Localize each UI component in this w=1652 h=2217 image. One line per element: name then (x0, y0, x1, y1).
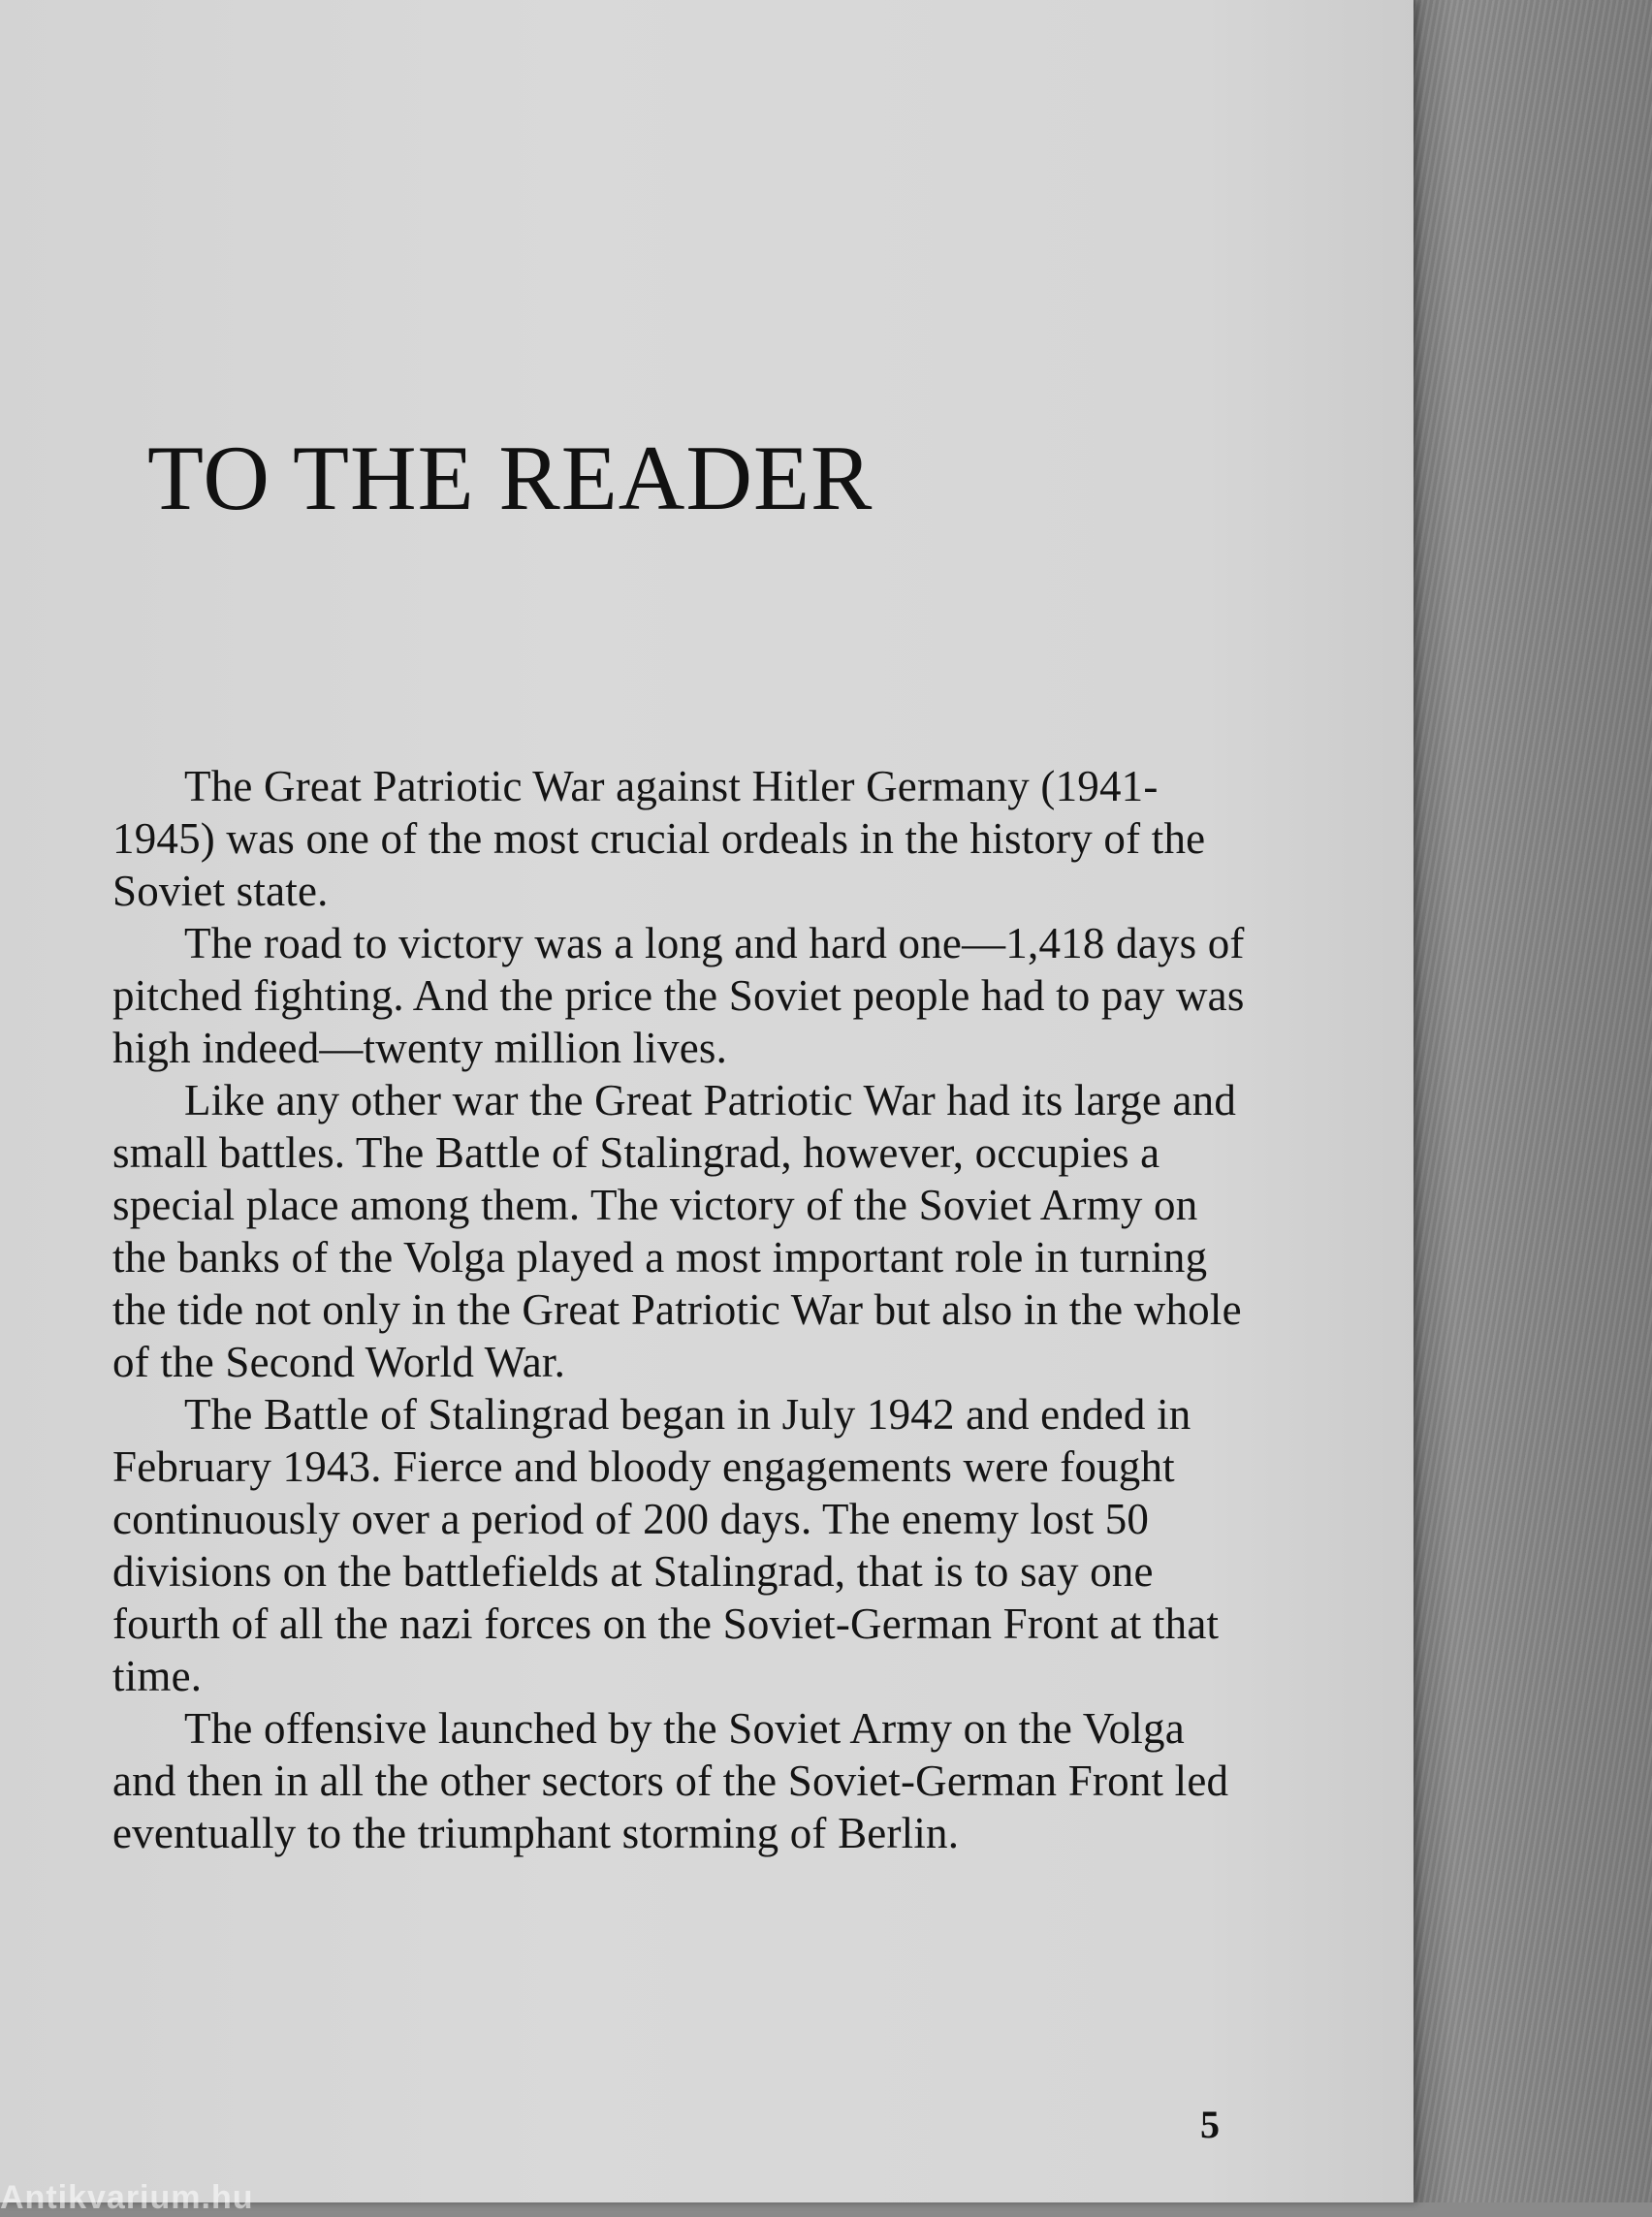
paragraph: The Great Patriotic War against Hitler Germany (1941-1945) was one of the most crucial ordeals in the history of the Soviet state. (112, 762, 1206, 915)
page-title: TO THE READER (147, 427, 874, 529)
paragraph: The Battle of Stalingrad began in July 1942 and ended in February 1943. Fierce and bloody engagements were fought continuously over a period of 200 days. The enemy lost 50 divisions on the battlefields at Stalingrad, that is to say one fourth of all the nazi forces on the Soviet-German Front at that time. (112, 1390, 1220, 1700)
background-surface (1404, 0, 1652, 2202)
paragraph: The road to victory was a long and hard one—1,418 days of pitched fighting. And the price the Soviet people had to pay was high indeed—twenty million lives. (112, 919, 1245, 1072)
watermark: Antikvarium.hu (0, 2179, 254, 2216)
page-number: 5 (1200, 2103, 1220, 2146)
body-text (112, 760, 1256, 1859)
paragraph: The offensive launched by the Soviet Army on the Volga and then in all the other sectors of the Soviet-German Front led eventually to the triumphant storming of Berlin. (112, 1704, 1229, 1857)
paragraph: Like any other war the Great Patriotic War had its large and small battles. The Battle of Stalingrad, however, occupies a special place among them. The victory of the Soviet Army on the banks of the Volga played a most important role in turning the tide not only in the Great Patriotic War but also in the whole of the Second World War. (112, 1076, 1242, 1386)
